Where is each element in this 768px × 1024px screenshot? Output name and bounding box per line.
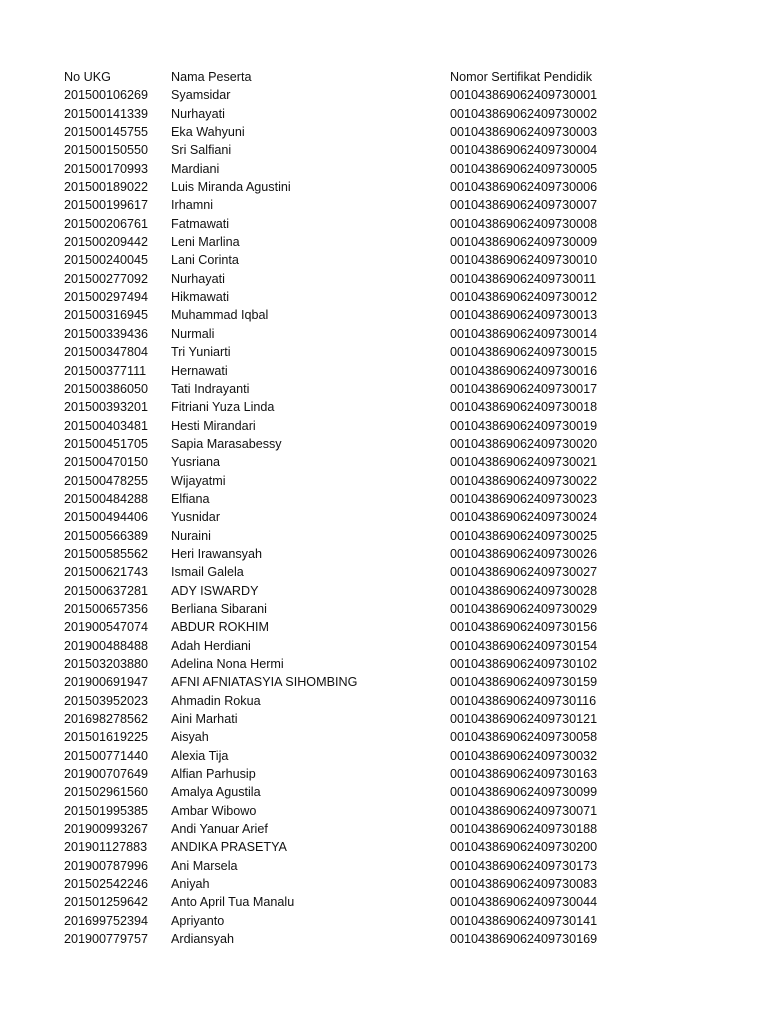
cell-nomor-sertifikat: 001043869062409730010 [450, 253, 598, 268]
cell-nama-peserta: Yusriana [171, 455, 221, 470]
table-row [64, 160, 624, 178]
cell-nama-peserta: AFNI AFNIATASYIA SIHOMBING [171, 675, 358, 690]
cell-no-ukg: 201500141339 [64, 106, 149, 121]
cell-nomor-sertifikat: 001043869062409730006 [450, 180, 598, 195]
header-nama-peserta: Nama Peserta [171, 70, 252, 84]
table-row [64, 673, 624, 691]
cell-no-ukg: 201500199617 [64, 198, 149, 213]
cell-no-ukg: 201503952023 [64, 693, 149, 708]
cell-nomor-sertifikat: 001043869062409730020 [450, 436, 598, 451]
cell-no-ukg: 201500470150 [64, 455, 149, 470]
table-row [64, 306, 624, 324]
table-row [64, 912, 624, 930]
cell-nama-peserta: Nurmali [171, 326, 215, 341]
certificate-table [64, 68, 624, 949]
cell-nomor-sertifikat: 001043869062409730009 [450, 235, 598, 250]
header-no-ukg: No UKG [64, 70, 111, 84]
cell-nomor-sertifikat: 001043869062409730004 [450, 143, 598, 158]
cell-no-ukg: 201500451705 [64, 436, 149, 451]
table-row [64, 600, 624, 618]
cell-nomor-sertifikat: 001043869062409730156 [450, 620, 598, 635]
table-row [64, 710, 624, 728]
cell-no-ukg: 201500403481 [64, 418, 149, 433]
cell-nomor-sertifikat: 001043869062409730017 [450, 381, 598, 396]
table-row [64, 251, 624, 269]
table-row [64, 930, 624, 948]
cell-nomor-sertifikat: 001043869062409730012 [450, 290, 598, 305]
cell-no-ukg: 201900779757 [64, 932, 149, 947]
cell-nama-peserta: Luis Miranda Agustini [171, 180, 291, 195]
table-row [64, 233, 624, 251]
cell-nomor-sertifikat: 001043869062409730008 [450, 216, 598, 231]
table-row [64, 472, 624, 490]
cell-no-ukg: 201699752394 [64, 913, 149, 928]
cell-nomor-sertifikat: 001043869062409730023 [450, 491, 598, 506]
table-row [64, 123, 624, 141]
table-row [64, 545, 624, 563]
table-row [64, 86, 624, 104]
cell-nama-peserta: Sapia Marasabessy [171, 436, 282, 451]
cell-nama-peserta: Aini Marhati [171, 712, 238, 727]
cell-nomor-sertifikat: 001043869062409730007 [450, 198, 598, 213]
table-row [64, 692, 624, 710]
cell-nomor-sertifikat: 001043869062409730021 [450, 455, 598, 470]
cell-nama-peserta: Ani Marsela [171, 858, 238, 873]
cell-nama-peserta: Hikmawati [171, 290, 230, 305]
cell-nama-peserta: Nurhayati [171, 106, 225, 121]
cell-nama-peserta: Syamsidar [171, 88, 231, 103]
cell-nama-peserta: Irhamni [171, 198, 213, 213]
cell-nama-peserta: Sri Salfiani [171, 143, 232, 158]
cell-nama-peserta: Leni Marlina [171, 235, 240, 250]
table-row [64, 582, 624, 600]
cell-no-ukg: 201500393201 [64, 400, 149, 415]
cell-no-ukg: 201500145755 [64, 125, 149, 140]
cell-nama-peserta: Nurhayati [171, 271, 225, 286]
cell-no-ukg: 201500637281 [64, 583, 149, 598]
cell-nama-peserta: Adelina Nona Hermi [171, 657, 284, 671]
cell-no-ukg: 201500621743 [64, 565, 149, 580]
cell-no-ukg: 201500189022 [64, 180, 149, 195]
cell-nama-peserta: Hesti Mirandari [171, 418, 256, 433]
cell-no-ukg: 201500377111 [64, 363, 147, 378]
cell-nama-peserta: Heri Irawansyah [171, 546, 262, 561]
cell-nama-peserta: Berliana Sibarani [171, 601, 267, 616]
cell-nomor-sertifikat: 001043869062409730029 [450, 601, 598, 616]
table-row [64, 362, 624, 380]
cell-no-ukg: 201500478255 [64, 473, 149, 488]
cell-nomor-sertifikat: 001043869062409730058 [450, 730, 598, 745]
cell-no-ukg: 201501619225 [64, 730, 149, 745]
cell-nama-peserta: Andi Yanuar Arief [171, 822, 268, 837]
cell-nama-peserta: Ahmadin Rokua [171, 693, 261, 708]
cell-nomor-sertifikat: 001043869062409730018 [450, 400, 598, 415]
cell-nomor-sertifikat: 001043869062409730016 [450, 363, 598, 378]
table-row [64, 783, 624, 801]
cell-no-ukg: 201500566389 [64, 528, 149, 543]
cell-no-ukg: 201502961560 [64, 785, 149, 800]
table-row [64, 398, 624, 416]
cell-nomor-sertifikat: 001043869062409730019 [450, 418, 598, 433]
cell-nomor-sertifikat: 001043869062409730027 [450, 565, 598, 580]
cell-nama-peserta: ANDIKA PRASETYA [171, 840, 287, 855]
table-row [64, 270, 624, 288]
header-nomor-sertifikat: Nomor Sertifikat Pendidik [450, 70, 593, 84]
table-row [64, 802, 624, 820]
cell-no-ukg: 201500484288 [64, 491, 149, 506]
cell-nama-peserta: Apriyanto [171, 913, 225, 928]
table-row [64, 527, 624, 545]
cell-nomor-sertifikat: 001043869062409730188 [450, 822, 598, 837]
cell-nomor-sertifikat: 001043869062409730200 [450, 840, 598, 855]
cell-no-ukg: 201900707649 [64, 767, 149, 782]
table-row [64, 435, 624, 453]
cell-nomor-sertifikat: 001043869062409730015 [450, 345, 598, 360]
table-row [64, 178, 624, 196]
table-row [64, 288, 624, 306]
cell-nama-peserta: Aisyah [171, 730, 209, 745]
cell-nomor-sertifikat: 001043869062409730032 [450, 748, 598, 763]
cell-no-ukg: 201900993267 [64, 822, 149, 837]
cell-nama-peserta: Tri Yuniarti [171, 345, 231, 360]
cell-nomor-sertifikat: 001043869062409730028 [450, 583, 598, 598]
cell-no-ukg: 201500170993 [64, 161, 149, 176]
table-row [64, 508, 624, 526]
cell-nomor-sertifikat: 001043869062409730003 [450, 125, 598, 140]
table-row [64, 655, 624, 673]
table-row [64, 875, 624, 893]
cell-nomor-sertifikat: 001043869062409730141 [450, 913, 598, 928]
cell-nama-peserta: Lani Corinta [171, 253, 239, 268]
table-row [64, 728, 624, 746]
table-row [64, 490, 624, 508]
table-header-row [64, 68, 624, 86]
cell-nomor-sertifikat: 001043869062409730025 [450, 528, 598, 543]
cell-no-ukg: 201500347804 [64, 345, 149, 360]
cell-nama-peserta: Yusnidar [171, 510, 221, 525]
table-row [64, 563, 624, 581]
cell-no-ukg: 201501995385 [64, 803, 149, 818]
table-row [64, 857, 624, 875]
cell-nomor-sertifikat: 001043869062409730121 [450, 712, 598, 727]
cell-nama-peserta: Alfian Parhusip [171, 767, 256, 782]
table-row [64, 747, 624, 765]
table-row [64, 618, 624, 636]
cell-nama-peserta: Mardiani [171, 161, 220, 176]
cell-nomor-sertifikat: 001043869062409730024 [450, 510, 598, 525]
cell-nomor-sertifikat: 001043869062409730011 [450, 271, 597, 286]
table-row [64, 325, 624, 343]
cell-no-ukg: 201500206761 [64, 216, 149, 231]
table-row [64, 196, 624, 214]
cell-no-ukg: 201500209442 [64, 235, 149, 250]
table-row [64, 765, 624, 783]
cell-nama-peserta: Tati Indrayanti [171, 381, 250, 396]
table-row [64, 838, 624, 856]
table-body [64, 86, 624, 948]
cell-nama-peserta: Fatmawati [171, 216, 230, 231]
table-row [64, 417, 624, 435]
cell-nama-peserta: Aniyah [171, 877, 210, 892]
cell-no-ukg: 201500386050 [64, 381, 149, 396]
cell-no-ukg: 201500585562 [64, 546, 149, 561]
cell-no-ukg: 201900787996 [64, 858, 149, 873]
table-row [64, 893, 624, 911]
cell-no-ukg: 201503203880 [64, 657, 149, 671]
cell-nama-peserta: Wijayatmi [171, 473, 226, 488]
cell-nomor-sertifikat: 001043869062409730169 [450, 932, 598, 947]
cell-nama-peserta: Elfiana [171, 491, 210, 506]
cell-nama-peserta: Alexia Tija [171, 748, 229, 763]
cell-nomor-sertifikat: 001043869062409730163 [450, 767, 598, 782]
cell-no-ukg: 201500240045 [64, 253, 149, 268]
cell-no-ukg: 201698278562 [64, 712, 149, 727]
cell-nama-peserta: Muhammad Iqbal [171, 308, 269, 323]
cell-no-ukg: 201900488488 [64, 638, 149, 653]
cell-nomor-sertifikat: 001043869062409730013 [450, 308, 598, 323]
cell-no-ukg: 201500106269 [64, 88, 149, 103]
cell-no-ukg: 201502542246 [64, 877, 149, 892]
cell-nomor-sertifikat: 001043869062409730173 [450, 858, 598, 873]
cell-nomor-sertifikat: 001043869062409730116 [450, 693, 597, 708]
cell-nomor-sertifikat: 001043869062409730154 [450, 638, 598, 653]
cell-no-ukg: 201500771440 [64, 748, 149, 763]
cell-no-ukg: 201500339436 [64, 326, 149, 341]
cell-no-ukg: 201900691947 [64, 675, 149, 690]
cell-nama-peserta: Fitriani Yuza Linda [171, 400, 275, 415]
cell-no-ukg: 201500150550 [64, 143, 149, 158]
cell-nomor-sertifikat: 001043869062409730001 [450, 88, 598, 103]
table-row [64, 343, 624, 361]
cell-nama-peserta: Amalya Agustila [171, 785, 261, 800]
cell-nama-peserta: Nuraini [171, 528, 211, 543]
cell-no-ukg: 201900547074 [64, 620, 149, 635]
cell-nama-peserta: ADY ISWARDY [171, 583, 259, 598]
cell-nomor-sertifikat: 001043869062409730014 [450, 326, 598, 341]
cell-no-ukg: 201500277092 [64, 271, 149, 286]
cell-nomor-sertifikat: 001043869062409730071 [450, 803, 598, 818]
cell-nomor-sertifikat: 001043869062409730159 [450, 675, 598, 690]
table-row [64, 453, 624, 471]
cell-nama-peserta: Adah Herdiani [171, 638, 251, 653]
cell-nomor-sertifikat: 001043869062409730083 [450, 877, 598, 892]
cell-nama-peserta: ABDUR ROKHIM [171, 620, 269, 635]
cell-nama-peserta: Eka Wahyuni [171, 125, 245, 140]
cell-no-ukg: 201500297494 [64, 290, 149, 305]
table-row [64, 820, 624, 838]
cell-no-ukg: 201901127883 [64, 840, 148, 855]
table-row [64, 141, 624, 159]
cell-no-ukg: 201501259642 [64, 895, 149, 910]
cell-nomor-sertifikat: 001043869062409730005 [450, 161, 598, 176]
table-row [64, 215, 624, 233]
cell-nomor-sertifikat: 001043869062409730002 [450, 106, 598, 121]
table-row [64, 637, 624, 655]
cell-no-ukg: 201500494406 [64, 510, 149, 525]
cell-no-ukg: 201500657356 [64, 601, 149, 616]
cell-nama-peserta: Ismail Galela [171, 565, 244, 580]
cell-nama-peserta: Ardiansyah [171, 932, 235, 947]
cell-nama-peserta: Ambar Wibowo [171, 803, 257, 818]
table-row [64, 380, 624, 398]
cell-no-ukg: 201500316945 [64, 308, 149, 323]
cell-nama-peserta: Anto April Tua Manalu [171, 895, 295, 910]
cell-nama-peserta: Hernawati [171, 363, 228, 378]
table-row [64, 105, 624, 123]
cell-nomor-sertifikat: 001043869062409730099 [450, 785, 598, 800]
cell-nomor-sertifikat: 001043869062409730102 [450, 657, 598, 671]
cell-nomor-sertifikat: 001043869062409730044 [450, 895, 598, 910]
cell-nomor-sertifikat: 001043869062409730022 [450, 473, 598, 488]
cell-nomor-sertifikat: 001043869062409730026 [450, 546, 598, 561]
